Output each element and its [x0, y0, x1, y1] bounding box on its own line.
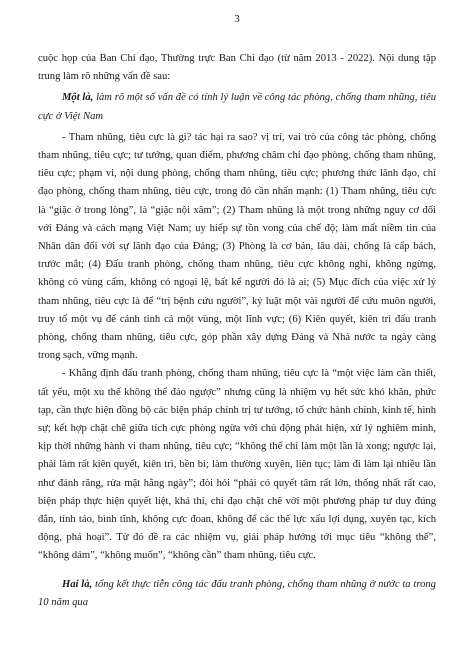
heading-text: làm rõ một số vấn đề có tính lý luận về công tác phòng, chống tham nhũng, tiêu cực ở Việt Nam	[38, 92, 436, 122]
heading-text: tổng kết thực tiễn công tác đấu tranh phòng, chống tham nhũng ở nước ta trong 10 năm qua	[38, 578, 436, 608]
section-heading-one	[38, 89, 436, 125]
page-number: 3	[234, 13, 240, 25]
paragraph-intro: cuộc họp của Ban Chỉ đạo, Thường trực Ban Chỉ đạo (từ năm 2013 - 2022). Nội dung tập trung làm rõ những vấn đề sau:	[38, 53, 436, 83]
section-heading-two	[38, 576, 436, 612]
heading-lead: Hai là,	[62, 578, 93, 590]
body-text	[38, 50, 436, 612]
heading-lead: Một là,	[62, 92, 94, 104]
paragraph-definition: - Tham nhũng, tiêu cực là gì? tác hại ra sao? vị trí, vai trò của công tác phòng, chống tham nhũng, tiêu cực; tư tưởng, quan điểm, phương châm chỉ đạo phòng, chống tham nhũng, tiêu cực; phạm vi, nội dung phòng, chống tham nhũng, tiêu cực; phương thức lãnh đạo, chỉ đạo phòng, chống tham nhũng, tiêu cực, trong đó cần nhấn mạnh: (1) Tham nhũng, tiêu cực là “giặc ở trong lòng”, là “giặc nội xâm”; (2) Tham nhũng là một trong những nguy cơ đối với Đảng và cách mạng Việt Nam; uy hiếp sự tồn vong của chế độ; làm mất niềm tin của Nhân dân đối với sự lãnh đạo của Đảng; (3) Phòng là cơ bản, lâu dài, chống là cấp bách, trước mắt; (4) Đấu tranh phòng, chống tham nhũng, tiêu cực không nghỉ, không ngừng, không có vùng cấm, không có ngoại lệ, bất kể người đó là ai; (5) Mục đích của việc xử lý tham nhũng, tiêu cực là để “trị bệnh cứu người”, kỷ luật một vài người để cứu muôn người, truy tố một vụ để cảnh tỉnh cả một vùng, một lĩnh vực; (6) Kiên quyết, kiên trì đấu tranh phòng, chống tham nhũng, tiêu cực, góp phần xây dựng Đảng và Nhà nước ta ngày càng trong sạch, vững mạnh.	[38, 131, 436, 362]
paragraph-affirmation: - Khẳng định đấu tranh phòng, chống tham nhũng, tiêu cực là “một việc làm cần thiết, tất yếu, một xu thế không thể đảo ngược” nhưng cũng là nhiệm vụ hết sức khó khăn, phức tạp, cần thực hiện đồng bộ các biện pháp chính trị tư tưởng, tổ chức hành chính, kinh tế, hình sự; kết hợp chặt chẽ giữa tích cực phòng ngừa với chủ động phát hiện, xử lý nghiêm minh, kịp thời những hành vi tham nhũng, tiêu cực; “không thể chỉ làm một lần là xong; ngược lại, phải làm rất kiên quyết, kiên trì, bền bỉ; làm thường xuyên, liên tục; làm đi làm lại nhiều lần như đánh răng, rửa mặt hằng ngày”; đòi hỏi “phải có quyết tâm rất lớn, thống nhất rất cao, biện pháp thực hiện quyết liệt, khả thi, chỉ đạo chặt chẽ với một phương pháp tư duy đúng đắn, tỉnh táo, bình tĩnh, không cực đoan, không để các thế lực xấu lợi dụng, xuyên tạc, kích động, phá hoại”. Từ đó đề ra các nhiệm vụ, giải pháp hướng tới mục tiêu “không thể”, “không dám”, “không muốn”, “không cần” tham nhũng, tiêu cực.	[38, 368, 436, 562]
